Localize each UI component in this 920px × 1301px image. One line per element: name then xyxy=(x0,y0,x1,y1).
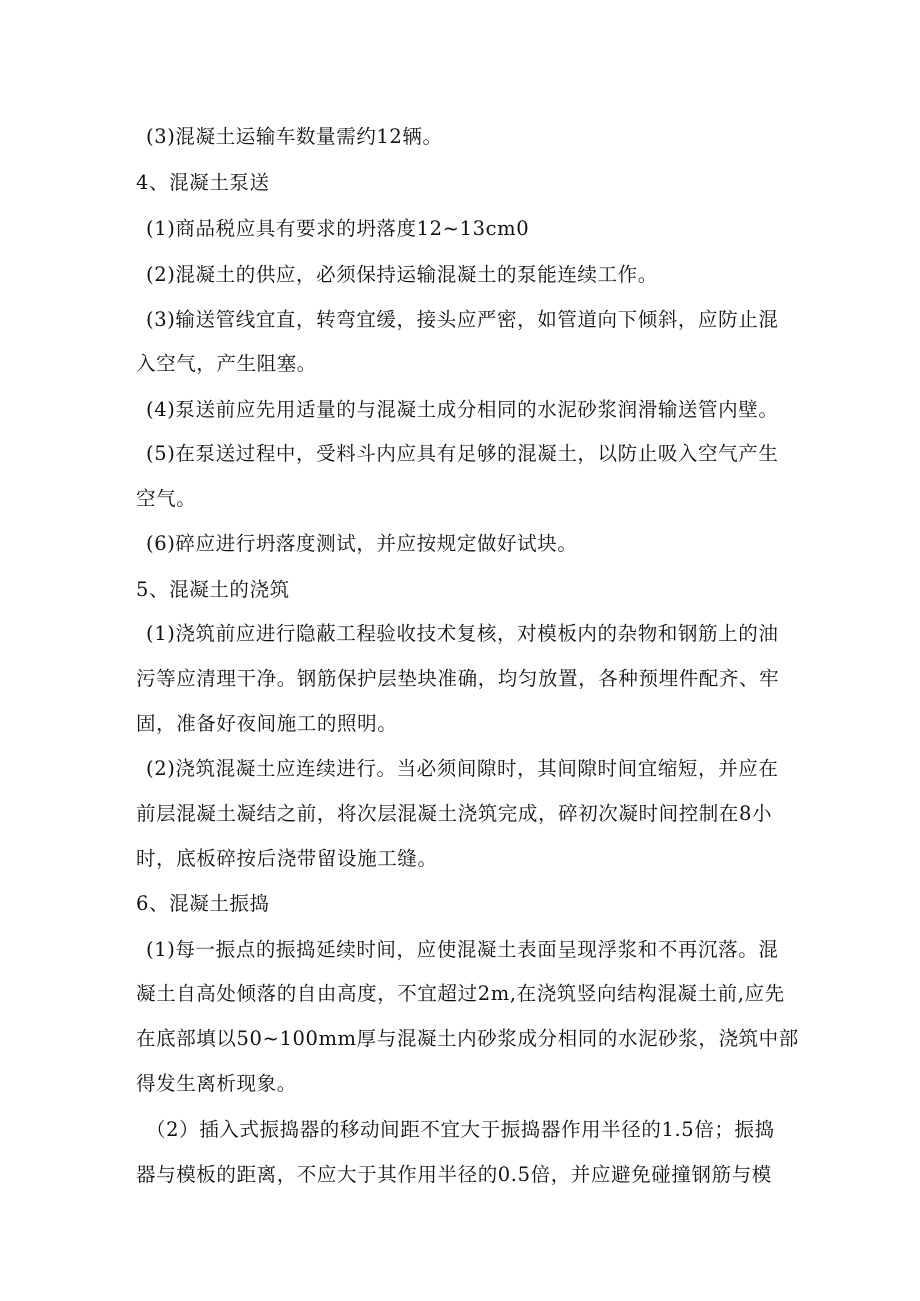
text-line: 入空气，产生阻塞。 xyxy=(136,352,317,375)
text-line: 器与模板的距离，不应大于其作用半径的0.5倍，并应避免碰撞钢筋与模 xyxy=(136,1163,772,1186)
text-line: 空气。 xyxy=(136,487,197,510)
text-line: (2)混凝土的供应，必须保持运输混凝土的泵能连续工作。 xyxy=(146,263,658,286)
text-line: (1)每一振点的振捣延续时间，应使混凝土表面呈现浮浆和不再沉落。混 xyxy=(146,938,779,961)
text-line: 污等应清理干净。钢筋保护层垫块准确，均匀放置，各种预埋件配齐、牢 xyxy=(136,667,780,690)
text-line: 凝土自高处倾落的自由高度，不宜超过2m,在浇筑竖向结构混凝土前,应先 xyxy=(136,982,785,1005)
text-line: 得发生离析现象。 xyxy=(136,1072,297,1095)
text-line: 在底部填以50~100mm厚与混凝土内砂浆成分相同的水泥砂浆，浇筑中部 xyxy=(136,1027,799,1050)
text-line: 时，底板碎按后浇带留设施工缝。 xyxy=(136,847,438,870)
text-line: (3)混凝土运输车数量需约12辆。 xyxy=(146,125,443,148)
text-line: （2）插入式振捣器的移动间距不宜大于振捣器作用半径的1.5倍；振捣 xyxy=(146,1118,775,1141)
section-heading: 5、混凝土的浇筑 xyxy=(136,578,290,601)
text-line: (1)浇筑前应进行隐蔽工程验收技术复核，对模板内的杂物和钢筋上的油 xyxy=(146,622,779,645)
section-heading: 6、混凝土振捣 xyxy=(136,892,270,915)
text-line: (4)泵送前应先用适量的与混凝土成分相同的水泥砂浆润滑输送管内壁。 xyxy=(146,398,779,421)
text-line: (2)浇筑混凝土应连续进行。当必须间隙时，其间隙时间宜缩短，并应在 xyxy=(146,757,779,780)
text-line: (5)在泵送过程中，受料斗内应具有足够的混凝土，以防止吸入空气产生 xyxy=(146,442,779,465)
text-line: 前层混凝土凝结之前，将次层混凝土浇筑完成，碎初次凝时间控制在8小 xyxy=(136,802,773,825)
text-line: 固，准备好夜间施工的照明。 xyxy=(136,712,398,735)
text-line: (6)碎应进行坍落度测试，并应按规定做好试块。 xyxy=(146,532,578,555)
text-line: (1)商品税应具有要求的坍落度12~13cm0 xyxy=(146,217,530,240)
text-line: (3)输送管线宜直，转弯宜缓，接头应严密，如管道向下倾斜，应防止混 xyxy=(146,308,779,331)
section-heading: 4、混凝土泵送 xyxy=(136,171,270,194)
